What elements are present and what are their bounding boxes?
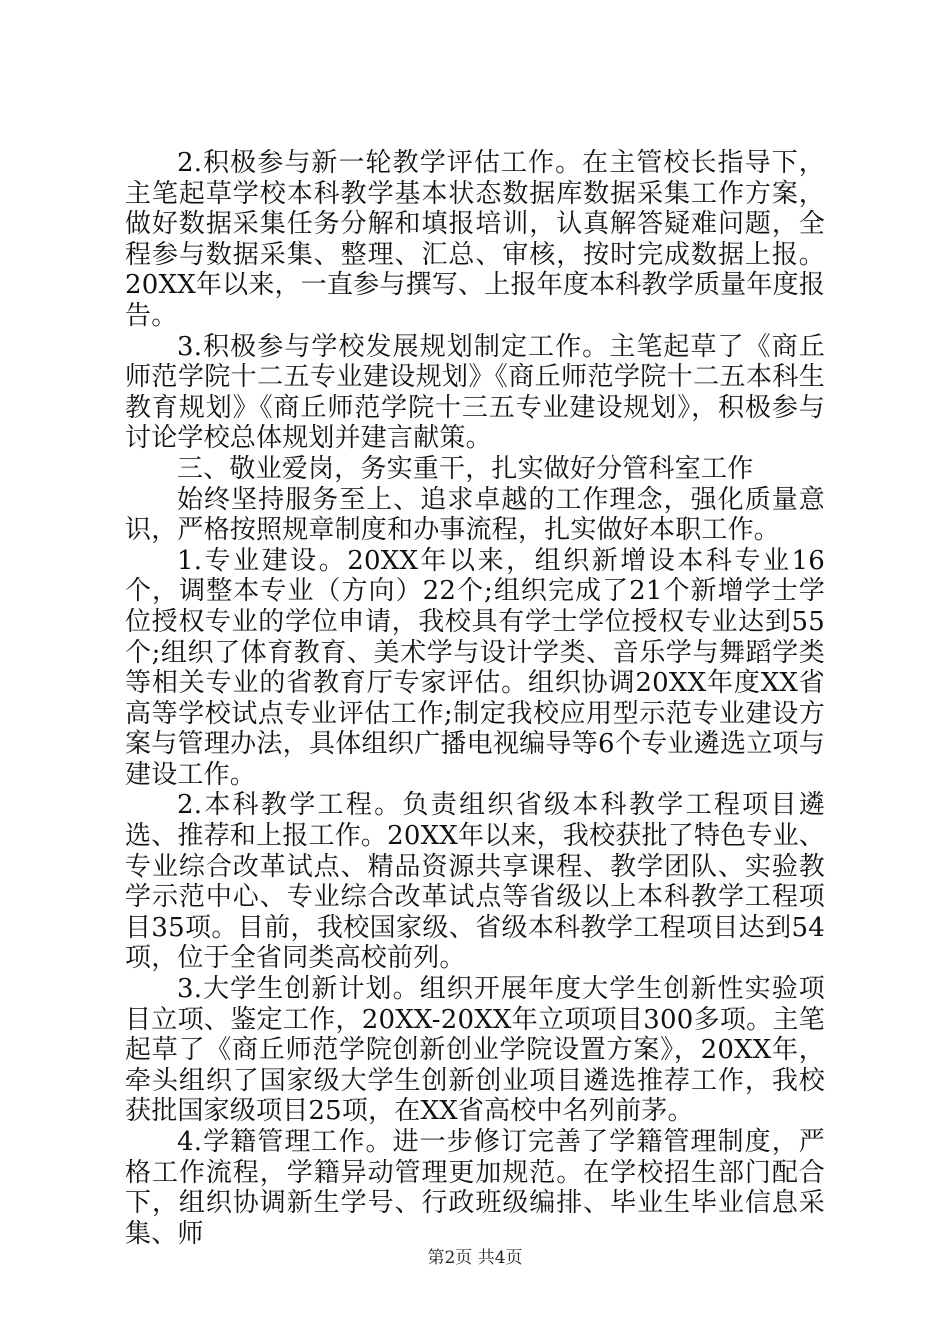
- paragraph-evaluation: 2.积极参与新一轮教学评估工作。在主管校长指导下，主笔起草学校本科教学基本状态数据库数据采集工作方案，做好数据采集任务分解和填报培训，认真解答疑难问题，全程参与数据采集、整理、汇总、审核，按时完成数据上报。20XX年以来，一直参与撰写、上报年度本科教学质量年度报告。: [125, 148, 825, 331]
- paragraph-intro: 始终坚持服务至上、追求卓越的工作理念，强化质量意识，严格按照规章制度和办事流程，扎实做好本职工作。: [125, 484, 825, 546]
- document-body: [125, 140, 825, 1249]
- page-number-footer: 第2页 共4页: [427, 1248, 523, 1268]
- paragraph-planning: 3.积极参与学校发展规划制定工作。主笔起草了《商丘师范学院十二五专业建设规划》《商丘师范学院十二五本科生教育规划》《商丘师范学院十三五专业建设规划》，积极参与讨论学校总体规划并建言献策。: [125, 331, 825, 454]
- section-heading: 三、敬业爱岗，务实重干，扎实做好分管科室工作: [177, 453, 754, 484]
- paragraph-teaching-project: 2.本科教学工程。负责组织省级本科教学工程项目遴选、推荐和上报工作。20XX年以来，我校获批了特色专业、专业综合改革试点、精品资源共享课程、教学团队、实验教学示范中心、专业综合改革试点等省级以上本科教学工程项目35项。目前，我校国家级、省级本科教学工程项目达到54项，位于全省同类高校前列。: [125, 790, 825, 974]
- paragraph-innovation-plan: 3.大学生创新计划。组织开展年度大学生创新性实验项目立项、鉴定工作，20XX-20XX年立项项目300多项。主笔起草了《商丘师范学院创新创业学院设置方案》，20XX年，牵头组织了国家级大学生创新创业项目遴选推荐工作，我校获批国家级项目25项，在XX省高校中名列前茅。: [125, 974, 825, 1127]
- paragraph-enrollment-management: 4.学籍管理工作。进一步修订完善了学籍管理制度，严格工作流程，学籍异动管理更加规范。在学校招生部门配合下，组织协调新生学号、行政班级编排、毕业生毕业信息采集、师: [125, 1127, 825, 1249]
- paragraph-major-construction: 1.专业建设。20XX年以来，组织新增设本科专业16个，调整本专业（方向）22个;组织完成了21个新增学士学位授权专业的学位申请，我校具有学士学位授权专业达到55个;组织了体育教育、美术学与设计学类、音乐学与舞蹈学类等相关专业的省教育厅专家评估。组织协调20XX年度XX省高等学校试点专业评估工作;制定我校应用型示范专业建设方案与管理办法，具体组织广播电视编导等6个专业遴选立项与建设工作。: [125, 545, 825, 790]
